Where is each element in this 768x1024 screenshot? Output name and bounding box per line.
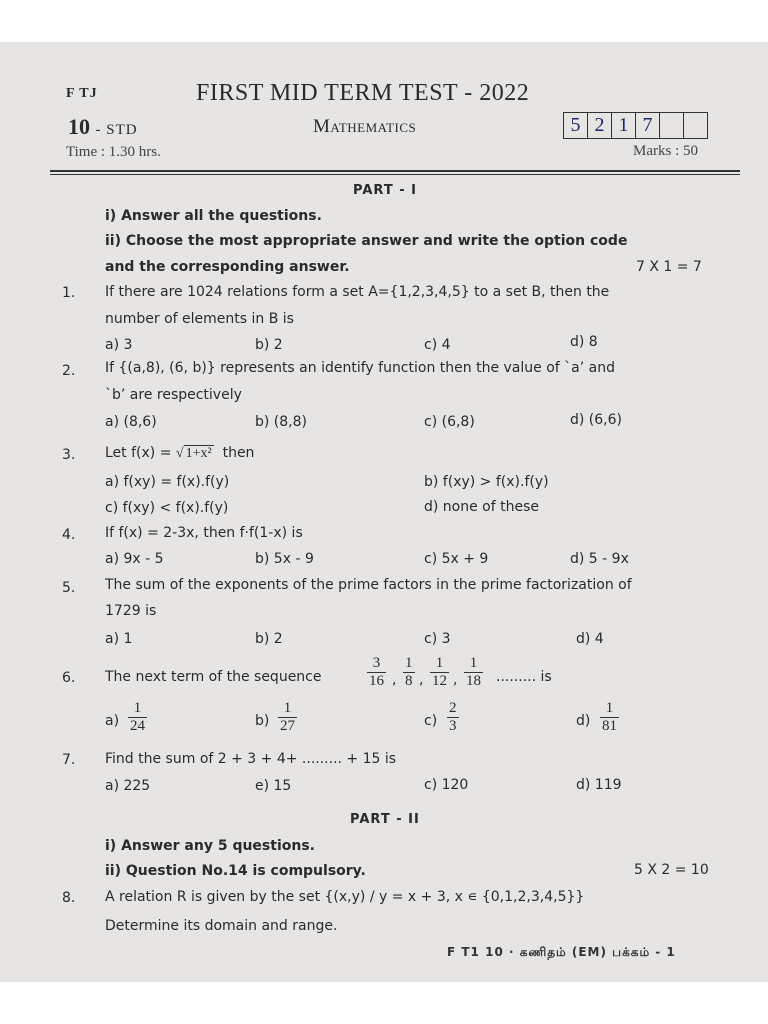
part-two-instruction-2: ii) Question No.14 is compulsory. (105, 863, 366, 879)
option-a: a) (8,6) (105, 414, 157, 430)
sequence-term (464, 655, 483, 690)
standard-suffix: - STD (95, 122, 138, 138)
denominator: 3 (449, 718, 457, 734)
part-one-heading: PART - I (353, 183, 417, 198)
denominator: 24 (130, 718, 145, 734)
numerator: 2 (449, 700, 457, 716)
page-footer: F T1 10 · கணிதம் (EM) பக்கம் - 1 (447, 945, 676, 959)
question-number: 8. (62, 890, 76, 906)
question-4-text: If f(x) = 2-3x, then f·f(1-x) is (105, 525, 303, 541)
reg-digit: 5 (564, 113, 588, 138)
sequence-term (403, 655, 415, 690)
option-b: e) 15 (255, 778, 292, 794)
total-marks: Marks : 50 (633, 143, 698, 159)
option-b: b) (8,8) (255, 414, 307, 430)
question-6-text: The next term of the sequence (105, 669, 322, 685)
denominator: 81 (602, 718, 617, 734)
option-b: b) 2 (255, 337, 283, 353)
sequence-term (367, 655, 386, 690)
part-one-instruction-2-cont: and the corresponding answer. (105, 259, 350, 275)
question-5-text-cont: 1729 is (105, 603, 157, 619)
question-number: 3. (62, 447, 76, 463)
numerator: 1 (469, 655, 478, 671)
option-d-label: d) (576, 713, 591, 729)
time-allowed: Time : 1.30 hrs. (66, 144, 161, 160)
subject: Mathematics (313, 116, 417, 137)
denominator: 16 (369, 673, 384, 689)
reg-digit (660, 113, 684, 138)
reg-digit (684, 113, 707, 138)
question-7-text: Find the sum of 2 + 3 + 4+ ......... + 15 is (105, 751, 397, 767)
question-number: 6. (62, 670, 76, 686)
denominator: 27 (280, 718, 295, 734)
standard (68, 114, 138, 140)
option-c-label: c) (424, 713, 438, 729)
option-a-label: a) (105, 713, 120, 729)
part-two-instruction-1: i) Answer any 5 questions. (105, 838, 315, 854)
reg-digit: 2 (588, 113, 612, 138)
paper-code: F TJ (66, 86, 98, 101)
comma: , (392, 672, 397, 688)
option-a: a) 3 (105, 337, 133, 353)
reg-digit: 1 (612, 113, 636, 138)
question-number: 5. (62, 580, 76, 596)
part-one-instruction-2: ii) Choose the most appropriate answer and write the option code (105, 233, 628, 249)
sequence-term (430, 655, 449, 690)
question-1-text-cont: number of elements in B is (105, 311, 294, 327)
radicand: 1+x² (185, 446, 212, 461)
question-number: 2. (62, 363, 76, 379)
question-number: 4. (62, 527, 76, 543)
option-c-fraction (447, 700, 459, 735)
option-d: d) 5 - 9x (570, 551, 629, 567)
numerator: 1 (435, 655, 444, 671)
part-two-marks: 5 X 2 = 10 (634, 862, 709, 878)
question-5-text: The sum of the exponents of the prime factors in the prime factorization of (105, 577, 632, 593)
option-a: a) f(xy) = f(x).f(y) (105, 474, 230, 490)
numerator: 1 (405, 655, 413, 671)
comma: , (419, 672, 424, 688)
exam-title: FIRST MID TERM TEST - 2022 (196, 80, 530, 106)
numerator: 1 (605, 700, 614, 716)
option-c: c) 5x + 9 (424, 551, 489, 567)
question-2-text: If {(a,8), (6, b)} represents an identify function then the value of `a’ and (105, 360, 615, 376)
option-c: c) 120 (424, 777, 469, 793)
option-d: d) 119 (576, 777, 622, 793)
standard-number: 10 (68, 114, 90, 139)
option-d: d) 4 (576, 631, 604, 647)
question-number: 1. (62, 285, 76, 301)
part-one-marks: 7 X 1 = 7 (636, 259, 702, 275)
comma: , (453, 672, 458, 688)
option-a: a) 225 (105, 778, 151, 794)
option-c: c) (6,8) (424, 414, 475, 430)
part-one-instruction-1: i) Answer all the questions. (105, 208, 322, 224)
question-3-suffix: then (222, 445, 255, 461)
option-a: a) 1 (105, 631, 133, 647)
denominator: 12 (432, 673, 447, 689)
option-c: c) 4 (424, 337, 451, 353)
option-a-fraction (128, 700, 147, 735)
part-two-heading: PART - II (350, 812, 420, 827)
square-root-expression: √ 1+x² (175, 446, 212, 461)
numerator: 1 (133, 700, 142, 716)
register-number-box (563, 112, 708, 139)
question-1-text: If there are 1024 relations form a set A={1,2,3,4,5} to a set B, then the (105, 284, 610, 300)
question-3-text (105, 445, 254, 462)
option-d-fraction (600, 700, 619, 735)
option-b-fraction (278, 700, 297, 735)
denominator: 18 (466, 673, 481, 689)
reg-digit: 7 (636, 113, 660, 138)
question-6-tail: ......... is (496, 669, 552, 685)
option-b: b) f(xy) > f(x).f(y) (424, 474, 549, 490)
option-b-label: b) (255, 713, 270, 729)
option-d: d) none of these (424, 499, 540, 515)
question-number: 7. (62, 752, 76, 768)
question-2-text-cont: `b’ are respectively (105, 387, 242, 403)
option-d: d) (6,6) (570, 412, 622, 428)
option-b: b) 5x - 9 (255, 551, 314, 567)
option-a: a) 9x - 5 (105, 551, 164, 567)
header-divider (50, 170, 740, 172)
header-divider-thin (50, 174, 740, 175)
numerator: 3 (372, 655, 381, 671)
numerator: 1 (283, 700, 292, 716)
option-c: c) f(xy) < f(x).f(y) (105, 500, 229, 516)
option-c: c) 3 (424, 631, 451, 647)
option-b: b) 2 (255, 631, 283, 647)
denominator: 8 (405, 673, 413, 689)
question-8-text-cont: Determine its domain and range. (105, 918, 338, 934)
question-8-text: A relation R is given by the set {(x,y) / y = x + 3, x ∊ {0,1,2,3,4,5}} (105, 889, 585, 905)
question-3-prefix: Let f(x) = (105, 445, 172, 461)
option-d: d) 8 (570, 334, 598, 350)
